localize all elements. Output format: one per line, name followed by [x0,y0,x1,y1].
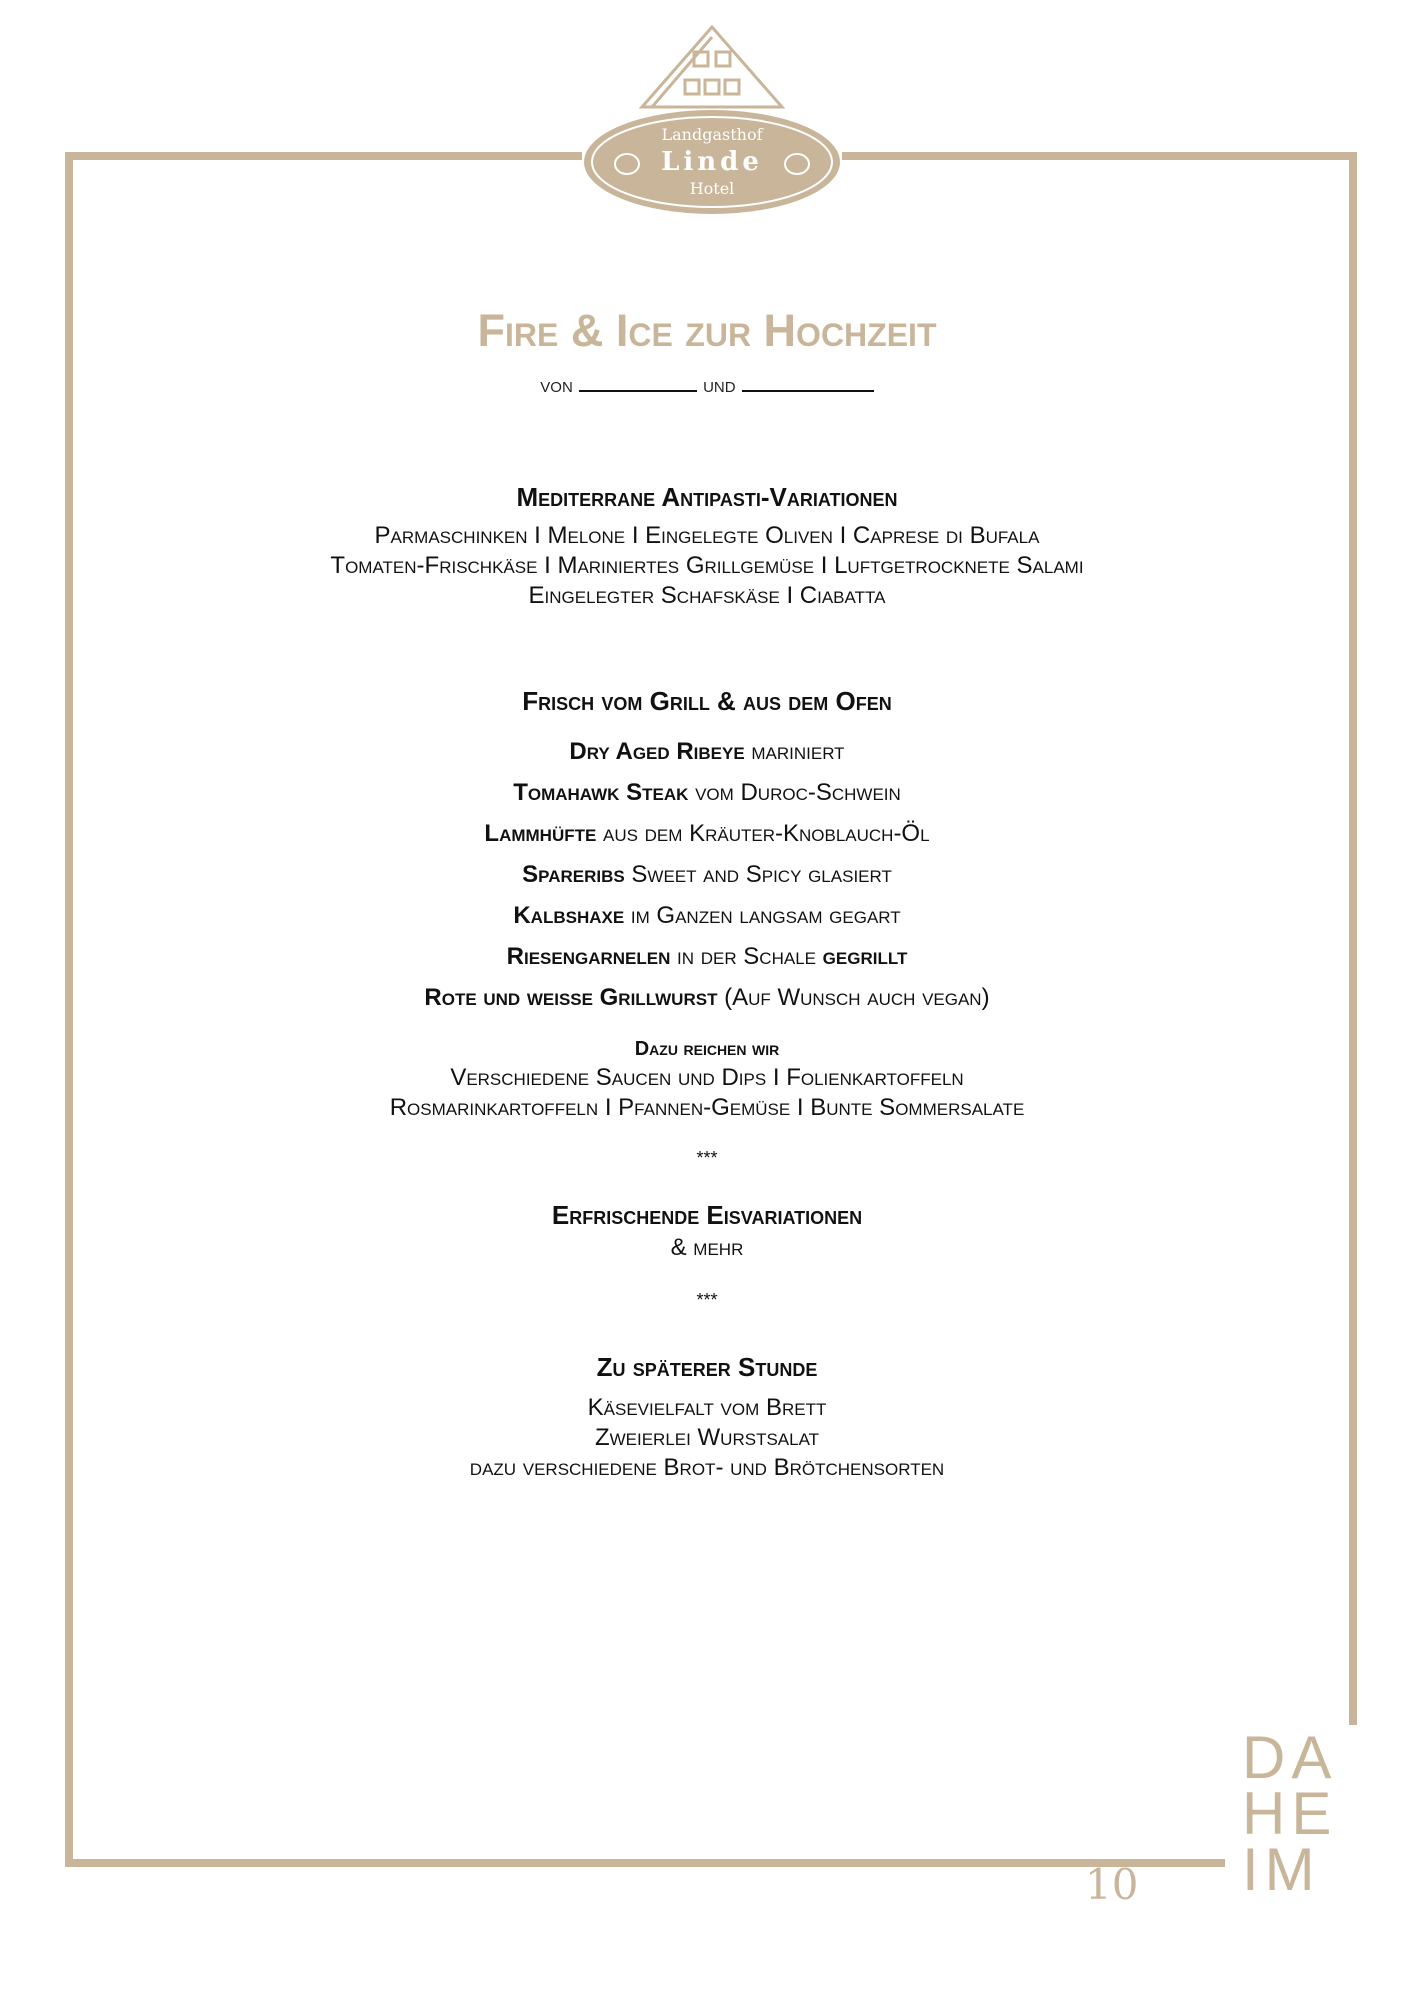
page-number: 10 [1085,1860,1139,1909]
logo-line1: Landgasthof [661,125,763,144]
brand-line-2: HE [1242,1780,1338,1847]
name-blank-2 [742,372,874,392]
dahe-im-brand [1242,1724,1338,1903]
und-label: und [703,372,736,397]
name-blank-1 [579,372,697,392]
separator-2: *** [696,1290,718,1310]
von-label: von [540,372,573,397]
antipasti-line-1: Parmaschinken I Melone I Eingelegte Oliven I Caprese di Bufala [374,522,1040,549]
sides-line-2: Rosmarinkartoffeln I Pfannen-Gemüse I Bunte Sommersalate [389,1094,1025,1121]
sides-heading: Dazu reichen wir [634,1038,780,1060]
brand-line-1: DA [1242,1724,1338,1791]
late-line-3: dazu verschiedene Brot- und Brötchensorten [469,1454,945,1481]
grill-item: Riesengarnelen in der Schale gegrillt [506,943,908,970]
dessert-sub: & mehr [670,1234,744,1261]
sides-line-1: Verschiedene Saucen und Dips I Folienkartoffeln [450,1064,964,1091]
dessert-heading: Erfrischende Eisvariationen [551,1200,863,1230]
grill-item: Dry Aged Ribeye mariniert [569,738,845,765]
grill-item: Kalbshaxe im Ganzen langsam gegart [513,902,901,929]
grill-item: Rote und weiße Grillwurst (Auf Wunsch auch vegan) [424,984,990,1011]
antipasti-line-3: Eingelegter Schafskäse I Ciabatta [528,582,886,609]
grill-heading: Frisch vom Grill & aus dem Ofen [522,686,892,716]
late-line-1: Käsevielfalt vom Brett [587,1394,827,1421]
antipasti-heading: Mediterrane Antipasti-Variationen [516,482,898,512]
grill-item: Spareribs Sweet and Spicy glasiert [522,861,892,888]
brand-line-3: IM [1242,1836,1321,1903]
grill-item: Tomahawk Steak vom Duroc-Schwein [513,779,901,806]
grill-item: Lammhüfte aus dem Kräuter-Knoblauch-Öl [484,820,930,847]
menu-title: Fire & Ice zur Hochzeit [477,305,937,356]
separator-1: *** [696,1148,718,1168]
antipasti-line-2: Tomaten-Frischkäse I Mariniertes Grillgemüse I Luftgetrocknete Salami [330,552,1084,579]
logo-line2: Linde [661,147,763,177]
hotel-logo [582,22,842,222]
logo-line3: Hotel [689,179,735,198]
logo-house-icon [582,22,842,222]
late-line-2: Zweierlei Wurstsalat [594,1424,820,1451]
late-heading: Zu späterer Stunde [596,1352,818,1382]
couple-names [0,372,1414,398]
